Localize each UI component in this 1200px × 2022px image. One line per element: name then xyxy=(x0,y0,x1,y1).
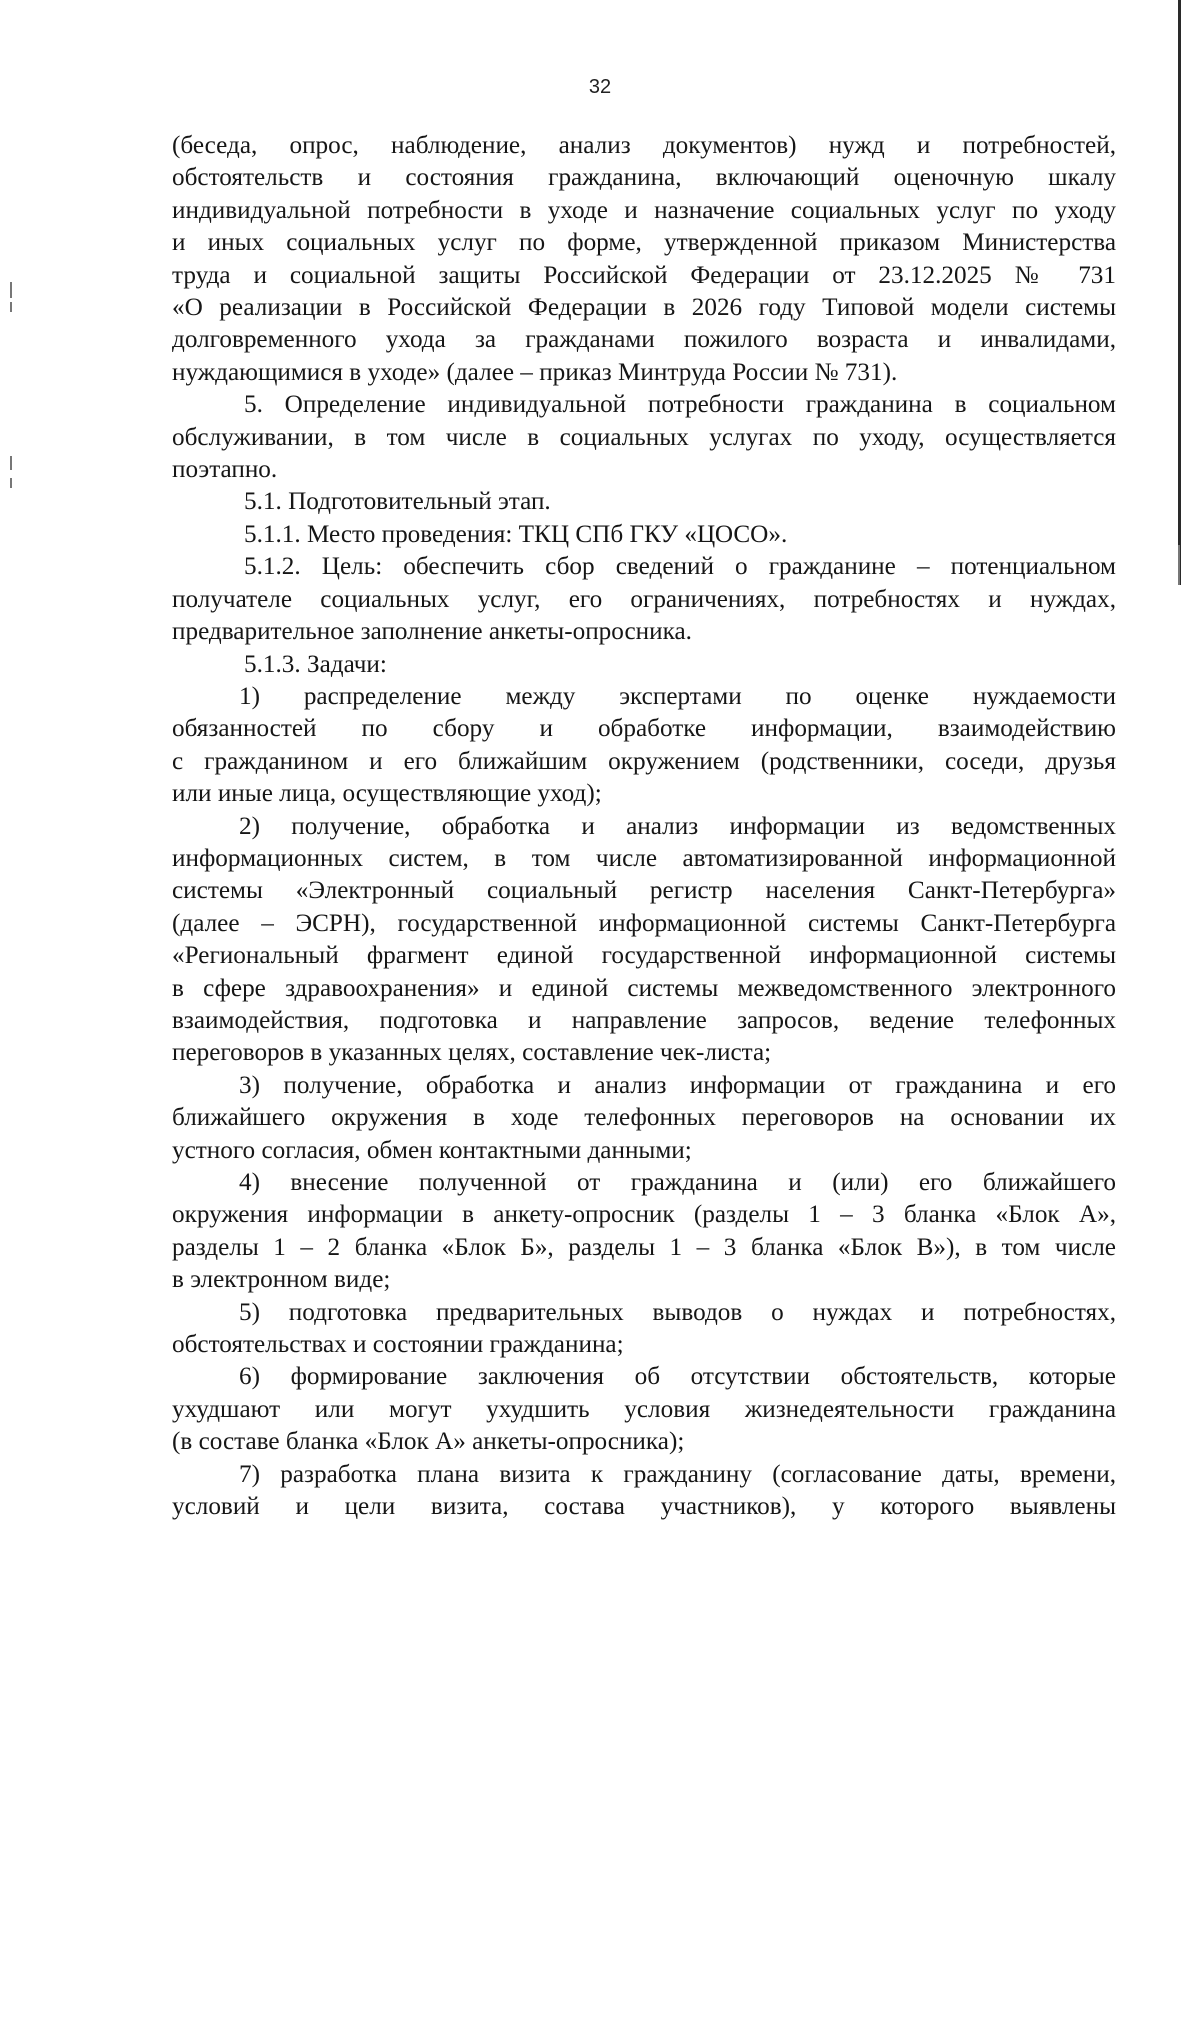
text-line: ближайшего окружения в ходе телефонных переговоров на основании их xyxy=(172,1104,1116,1132)
text-line: ухудшают или могут ухудшить условия жизнедеятельности гражданина xyxy=(172,1395,1116,1423)
text-line: переговоров в указанных целях, составление чек-листа; xyxy=(172,1039,772,1067)
scan-mark xyxy=(10,302,12,312)
text-line: в сфере здравоохранения» и единой системы межведомственного электронного xyxy=(172,974,1116,1002)
text-line: информационных систем, в том числе автоматизированной информационной xyxy=(172,844,1116,872)
text-line: индивидуальной потребности в уходе и назначение социальных услуг по уходу xyxy=(172,196,1116,224)
scan-mark xyxy=(10,282,12,298)
scan-mark xyxy=(10,456,12,470)
list-item xyxy=(172,1361,1116,1458)
text-line: системы «Электронный социальный регистр населения Санкт-Петербурга» xyxy=(172,877,1116,905)
text-line: условий и цели визита, состава участников), у которого выявлены xyxy=(172,1493,1116,1521)
text-line: окружения информации в анкету-опросник (разделы 1 – 3 бланка «Блок А», xyxy=(172,1201,1116,1229)
text-line: 5.1.2. Цель: обеспечить сбор сведений о гражданине – потенциальном xyxy=(244,553,1116,581)
text-line: труда и социальной защиты Российской Федерации от 23.12.2025 № 731 xyxy=(172,261,1116,289)
text-line: получателе социальных услуг, его ограничениях, потребностях и нуждах, xyxy=(172,585,1116,613)
text-line: предварительное заполнение анкеты-опросника. xyxy=(172,618,692,646)
text-line: взаимодействия, подготовка и направление запросов, ведение телефонных xyxy=(172,1006,1116,1034)
text-line: 5) подготовка предварительных выводов о нуждах и потребностях, xyxy=(239,1298,1116,1326)
scan-mark xyxy=(10,478,12,488)
text-line: 5.1. Подготовительный этап. xyxy=(244,488,551,516)
page-number: 32 xyxy=(588,76,612,98)
text-line: 3) получение, обработка и анализ информации от гражданина и его xyxy=(239,1071,1116,1099)
list-item xyxy=(172,1167,1116,1297)
text-line: «О реализации в Российской Федерации в 2026 году Типовой модели системы xyxy=(172,294,1116,322)
text-line: или иные лица, осуществляющие уход); xyxy=(172,780,602,808)
text-line: обслуживании, в том числе в социальных услугах по уходу, осуществляется xyxy=(172,423,1116,451)
text-line: поэтапно. xyxy=(172,456,278,484)
list-item xyxy=(172,1459,1116,1524)
text-line: (в составе бланка «Блок А» анкеты-опросника); xyxy=(172,1428,685,1456)
text-line: обстоятельствах и состоянии гражданина; xyxy=(172,1331,624,1359)
paragraph xyxy=(172,130,1116,389)
paragraph xyxy=(172,649,1116,681)
text-line: 4) внесение полученной от гражданина и (или) его ближайшего xyxy=(239,1169,1116,1196)
text-line: 6) формирование заключения об отсутствии обстоятельств, которые xyxy=(239,1363,1116,1391)
text-line: устного согласия, обмен контактными данными; xyxy=(172,1136,692,1164)
text-line: обязанностей по сбору и обработке информации, взаимодействию xyxy=(172,715,1116,743)
paragraph xyxy=(172,551,1116,648)
paragraph xyxy=(172,519,1116,551)
text-line: «Региональный фрагмент единой государственной информационной системы xyxy=(172,942,1116,970)
text-line: 2) получение, обработка и анализ информации из ведомственных xyxy=(239,812,1116,840)
text-line: долговременного ухода за гражданами пожилого возраста и инвалидами, xyxy=(172,326,1116,354)
scan-mark xyxy=(1178,545,1180,585)
text-line: 5.1.1. Место проведения: ТКЦ СПб ГКУ «ЦОСО». xyxy=(244,520,788,548)
paragraph xyxy=(172,486,1116,518)
list-item xyxy=(172,811,1116,1070)
text-line: 5.1.3. Задачи: xyxy=(244,650,387,678)
list-item xyxy=(172,1070,1116,1167)
paragraph xyxy=(172,389,1116,486)
text-line: 5. Определение индивидуальной потребности гражданина в социальном xyxy=(244,391,1116,419)
document-body xyxy=(172,130,1116,1523)
text-line: нуждающимися в уходе» (далее – приказ Минтруда России № 731). xyxy=(172,358,898,386)
list-item xyxy=(172,681,1116,811)
text-line: 1) распределение между экспертами по оценке нуждаемости xyxy=(239,682,1116,710)
text-line: в электронном виде; xyxy=(172,1266,391,1294)
text-line: (далее – ЭСРН), государственной информационной системы Санкт-Петербурга xyxy=(172,909,1116,937)
text-line: обстоятельств и состояния гражданина, включающий оценочную шкалу xyxy=(172,164,1116,192)
text-line: и иных социальных услуг по форме, утвержденной приказом Министерства xyxy=(172,229,1116,257)
text-line: с гражданином и его ближайшим окружением (родственники, соседи, друзья xyxy=(172,747,1116,775)
text-line: 7) разработка плана визита к гражданину (согласование даты, времени, xyxy=(239,1460,1116,1488)
text-line: разделы 1 – 2 бланка «Блок Б», разделы 1 – 3 бланка «Блок В»), в том числе xyxy=(172,1233,1116,1261)
list-item xyxy=(172,1297,1116,1362)
text-line: (беседа, опрос, наблюдение, анализ документов) нужд и потребностей, xyxy=(172,132,1116,159)
